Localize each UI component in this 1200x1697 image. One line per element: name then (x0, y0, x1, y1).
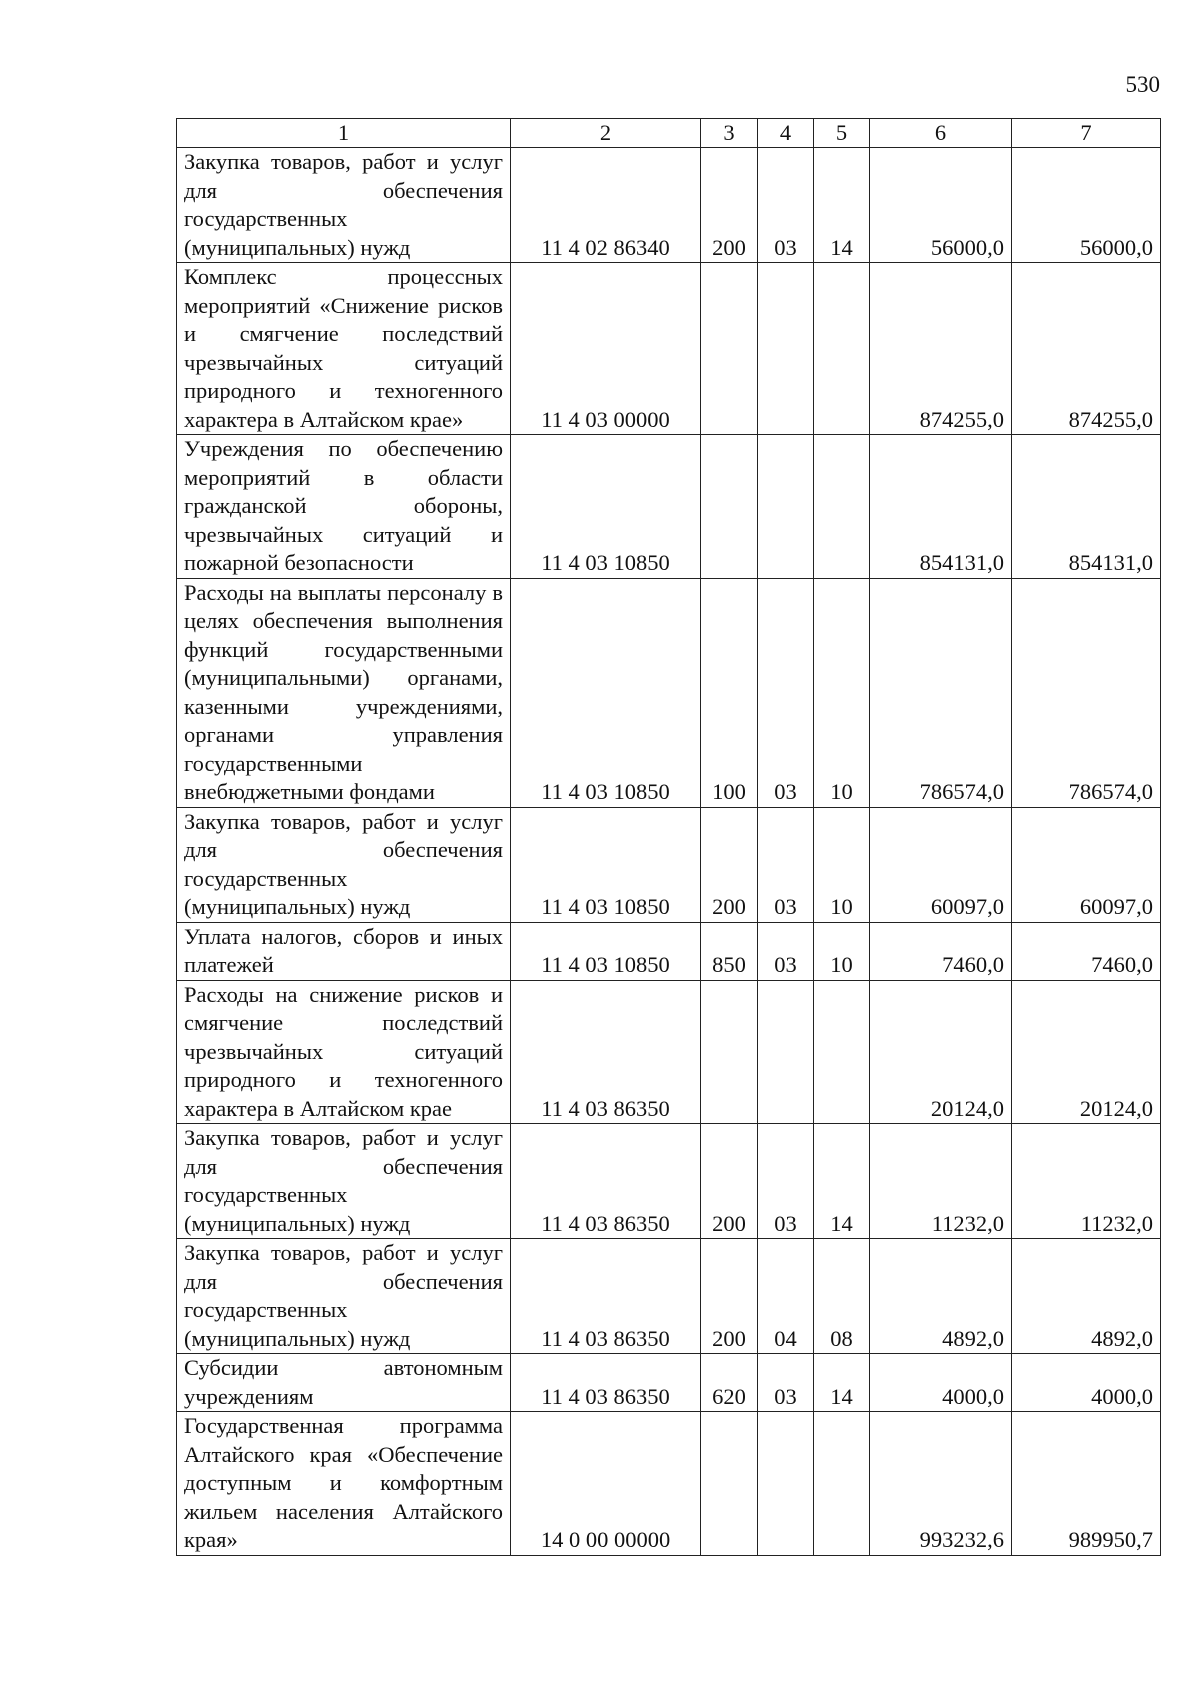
row-col5 (814, 1412, 870, 1556)
table-row (177, 435, 1161, 579)
row-amount-7: 4000,0 (1012, 1354, 1161, 1412)
row-col3: 620 (701, 1354, 758, 1412)
column-header-7: 7 (1012, 119, 1161, 148)
budget-table (176, 118, 1161, 1556)
column-header-6: 6 (870, 119, 1012, 148)
row-col4: 04 (758, 1239, 814, 1354)
table-row (177, 980, 1161, 1124)
row-col4: 03 (758, 578, 814, 807)
row-amount-6: 874255,0 (870, 263, 1012, 435)
table-row (177, 922, 1161, 980)
row-col4 (758, 435, 814, 579)
row-name: Государственная программа Алтайского края «Обеспечение доступным и комфортным жильем населения Алтайского края» (177, 1412, 511, 1556)
row-amount-7: 60097,0 (1012, 807, 1161, 922)
row-amount-6: 786574,0 (870, 578, 1012, 807)
row-col4 (758, 1412, 814, 1556)
row-col4: 03 (758, 1124, 814, 1239)
row-amount-6: 20124,0 (870, 980, 1012, 1124)
row-code: 11 4 03 10850 (511, 578, 701, 807)
row-col3: 100 (701, 578, 758, 807)
row-amount-7: 989950,7 (1012, 1412, 1161, 1556)
row-code: 11 4 03 10850 (511, 807, 701, 922)
row-col5 (814, 263, 870, 435)
row-name: Расходы на выплаты персоналу в целях обеспечения выполнения функций государственными (муниципальными) органами, казенными учреждениями, органами управления государственными внебюджетными фондами (177, 578, 511, 807)
row-amount-6: 4000,0 (870, 1354, 1012, 1412)
row-amount-7: 4892,0 (1012, 1239, 1161, 1354)
table-row (177, 807, 1161, 922)
row-code: 11 4 03 10850 (511, 922, 701, 980)
row-col3: 200 (701, 148, 758, 263)
table-row (177, 148, 1161, 263)
row-code: 11 4 03 00000 (511, 263, 701, 435)
row-col3 (701, 980, 758, 1124)
row-name: Закупка товаров, работ и услуг для обеспечения государственных (муниципальных) нужд (177, 1239, 511, 1354)
table-row (177, 1239, 1161, 1354)
row-col3: 200 (701, 1239, 758, 1354)
column-header-5: 5 (814, 119, 870, 148)
column-header-1: 1 (177, 119, 511, 148)
table-row (177, 578, 1161, 807)
row-col4: 03 (758, 148, 814, 263)
row-col3: 200 (701, 807, 758, 922)
row-amount-6: 993232,6 (870, 1412, 1012, 1556)
row-code: 11 4 03 86350 (511, 1354, 701, 1412)
row-col4 (758, 263, 814, 435)
table-row (177, 1412, 1161, 1556)
header-row (177, 119, 1161, 148)
row-code: 11 4 03 86350 (511, 980, 701, 1124)
row-name: Уплата налогов, сборов и иных платежей (177, 922, 511, 980)
row-amount-7: 20124,0 (1012, 980, 1161, 1124)
row-name: Закупка товаров, работ и услуг для обеспечения государственных (муниципальных) нужд (177, 1124, 511, 1239)
row-amount-7: 7460,0 (1012, 922, 1161, 980)
row-col4: 03 (758, 807, 814, 922)
row-amount-6: 7460,0 (870, 922, 1012, 980)
row-col4: 03 (758, 1354, 814, 1412)
row-col3 (701, 435, 758, 579)
row-col4 (758, 980, 814, 1124)
table-row (177, 1124, 1161, 1239)
row-code: 14 0 00 00000 (511, 1412, 701, 1556)
row-name: Субсидии автономным учреждениям (177, 1354, 511, 1412)
row-col3 (701, 263, 758, 435)
row-col5: 14 (814, 1354, 870, 1412)
row-amount-6: 60097,0 (870, 807, 1012, 922)
row-name: Закупка товаров, работ и услуг для обеспечения государственных (муниципальных) нужд (177, 807, 511, 922)
row-col5 (814, 980, 870, 1124)
row-col5: 08 (814, 1239, 870, 1354)
page-number: 530 (1125, 72, 1160, 97)
row-amount-7: 786574,0 (1012, 578, 1161, 807)
row-col3: 850 (701, 922, 758, 980)
row-col3 (701, 1412, 758, 1556)
row-code: 11 4 03 10850 (511, 435, 701, 579)
column-header-4: 4 (758, 119, 814, 148)
row-amount-7: 56000,0 (1012, 148, 1161, 263)
row-col5: 14 (814, 148, 870, 263)
row-col5 (814, 435, 870, 579)
row-code: 11 4 02 86340 (511, 148, 701, 263)
row-code: 11 4 03 86350 (511, 1124, 701, 1239)
row-col5: 10 (814, 922, 870, 980)
row-amount-6: 854131,0 (870, 435, 1012, 579)
row-col3: 200 (701, 1124, 758, 1239)
row-name: Расходы на снижение рисков и смягчение последствий чрезвычайных ситуаций природного и техногенного характера в Алтайском крае (177, 980, 511, 1124)
row-amount-6: 56000,0 (870, 148, 1012, 263)
row-col5: 10 (814, 578, 870, 807)
row-amount-6: 4892,0 (870, 1239, 1012, 1354)
row-amount-6: 11232,0 (870, 1124, 1012, 1239)
row-amount-7: 11232,0 (1012, 1124, 1161, 1239)
row-name: Учреждения по обеспечению мероприятий в области гражданской обороны, чрезвычайных ситуаций и пожарной безопасности (177, 435, 511, 579)
row-col4: 03 (758, 922, 814, 980)
row-amount-7: 874255,0 (1012, 263, 1161, 435)
table-row (177, 263, 1161, 435)
row-col5: 14 (814, 1124, 870, 1239)
row-name: Комплекс процессных мероприятий «Снижение рисков и смягчение последствий чрезвычайных ситуаций природного и техногенного характера в Алтайском крае» (177, 263, 511, 435)
row-amount-7: 854131,0 (1012, 435, 1161, 579)
column-header-3: 3 (701, 119, 758, 148)
table-row (177, 1354, 1161, 1412)
column-header-2: 2 (511, 119, 701, 148)
row-name: Закупка товаров, работ и услуг для обеспечения государственных (муниципальных) нужд (177, 148, 511, 263)
row-col5: 10 (814, 807, 870, 922)
row-code: 11 4 03 86350 (511, 1239, 701, 1354)
